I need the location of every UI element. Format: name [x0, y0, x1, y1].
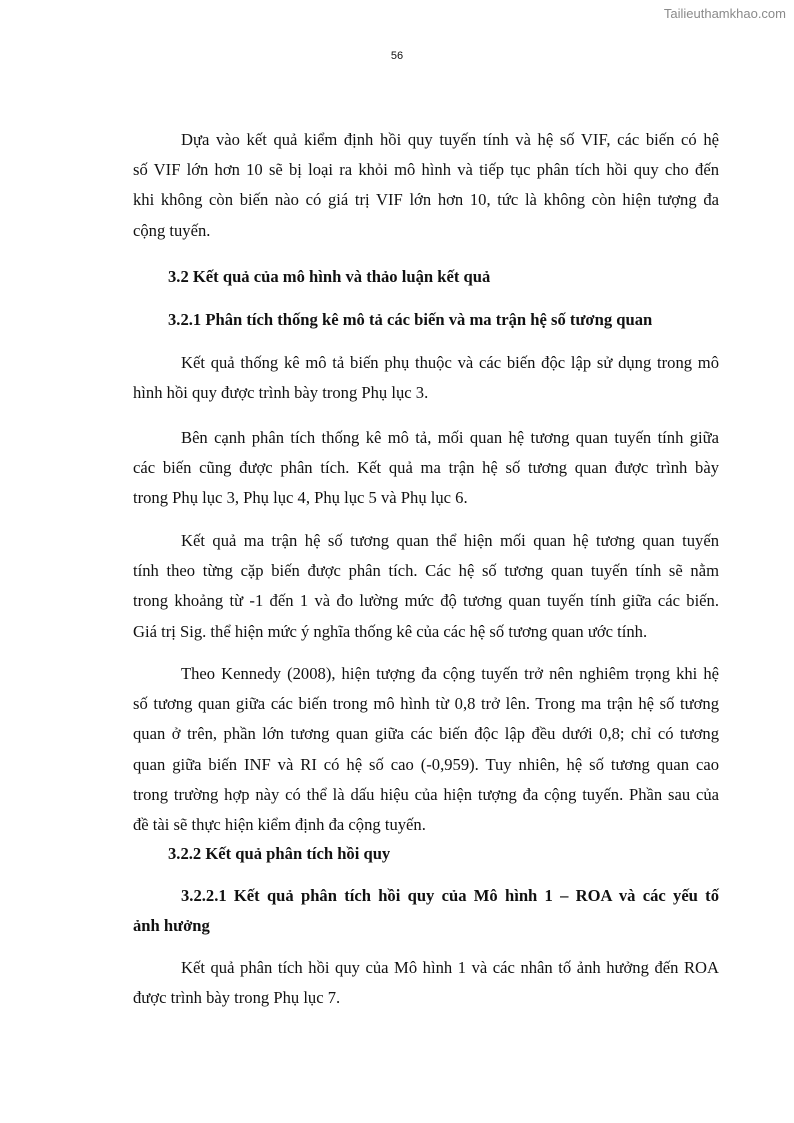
- text-line: Kết quả ma trận hệ số tương quan thể hiện mối quan hệ tương quan tuyến: [181, 531, 719, 550]
- section-heading: [133, 305, 719, 335]
- paragraph: [133, 526, 719, 647]
- text-line: số tương quan giữa các biến trong mô hình từ 0,8 trở lên. Trong ma trận hệ số tương: [133, 694, 719, 714]
- text-line: quan giữa biến INF và RI có hệ số cao (-0,959). Tuy nhiên, hệ số tương quan cao: [133, 754, 719, 774]
- text-line: trong khoảng từ -1 đến 1 và đo lường mức độ tương quan tuyến tính giữa các biến.: [133, 591, 719, 611]
- text-line: Theo Kennedy (2008), hiện tượng đa cộng tuyến trở nên nghiêm trọng khi hệ: [181, 664, 719, 683]
- text-line: 3.2.2.1 Kết quả phân tích hồi quy của Mô hình 1 – ROA và các yếu tố: [181, 886, 719, 905]
- section-heading: [133, 262, 719, 292]
- text-line: cộng tuyến.: [133, 220, 211, 240]
- text-line: đề tài sẽ thực hiện kiểm định đa cộng tuyến.: [133, 814, 426, 834]
- section-heading: [133, 839, 719, 869]
- text-line: 3.2.2 Kết quả phân tích hồi quy: [168, 844, 391, 863]
- text-line: 3.2.1 Phân tích thống kê mô tả các biến và ma trận hệ số tương quan: [168, 310, 653, 329]
- paragraph: [133, 953, 719, 1013]
- paragraph: [133, 659, 719, 840]
- text-line: được trình bày trong Phụ lục 7.: [133, 988, 341, 1008]
- text-line: 3.2 Kết quả của mô hình và thảo luận kết quả: [168, 267, 491, 286]
- paragraph: [133, 348, 719, 408]
- text-line: số VIF lớn hơn 10 sẽ bị loại ra khỏi mô hình và tiếp tục phân tích hồi quy cho đến: [133, 160, 719, 180]
- section-heading: [133, 881, 719, 941]
- text-line: Kết quả thống kê mô tả biến phụ thuộc và các biến độc lập sử dụng trong mô: [181, 353, 719, 372]
- text-line: khi không còn biến nào có giá trị VIF lớn hơn 10, tức là không còn hiện tượng đa: [133, 190, 719, 210]
- text-line: hình hồi quy được trình bày trong Phụ lục 3.: [133, 383, 429, 403]
- text-line: tính theo từng cặp biến được phân tích. Các hệ số tương quan tuyến tính sẽ nằm: [133, 561, 719, 581]
- page-number: 56: [390, 50, 404, 62]
- watermark: Tailieuthamkhao.com: [663, 6, 786, 21]
- paragraph: [133, 125, 719, 246]
- text-line: Kết quả phân tích hồi quy của Mô hình 1 và các nhân tố ảnh hưởng đến ROA: [181, 958, 719, 977]
- text-line: Bên cạnh phân tích thống kê mô tả, mối quan hệ tương quan tuyến tính giữa: [181, 428, 719, 447]
- text-line: các biến cũng được phân tích. Kết quả ma trận hệ số tương quan được trình bày: [133, 458, 719, 478]
- text-line: Giá trị Sig. thể hiện mức ý nghĩa thống kê của các hệ số tương quan ước tính.: [133, 621, 648, 641]
- text-line: ảnh hưởng: [133, 916, 210, 936]
- paragraph: [133, 423, 719, 514]
- text-line: Dựa vào kết quả kiểm định hồi quy tuyến tính và hệ số VIF, các biến có hệ: [181, 130, 719, 149]
- text-line: quan ở trên, phần lớn tương quan giữa các biến độc lập đều dưới 0,8; chỉ có tương: [133, 724, 719, 744]
- text-line: trong trường hợp này có thể là dấu hiệu của hiện tượng đa cộng tuyến. Phần sau của: [133, 784, 719, 804]
- text-line: trong Phụ lục 3, Phụ lục 4, Phụ lục 5 và Phụ lục 6.: [133, 488, 468, 508]
